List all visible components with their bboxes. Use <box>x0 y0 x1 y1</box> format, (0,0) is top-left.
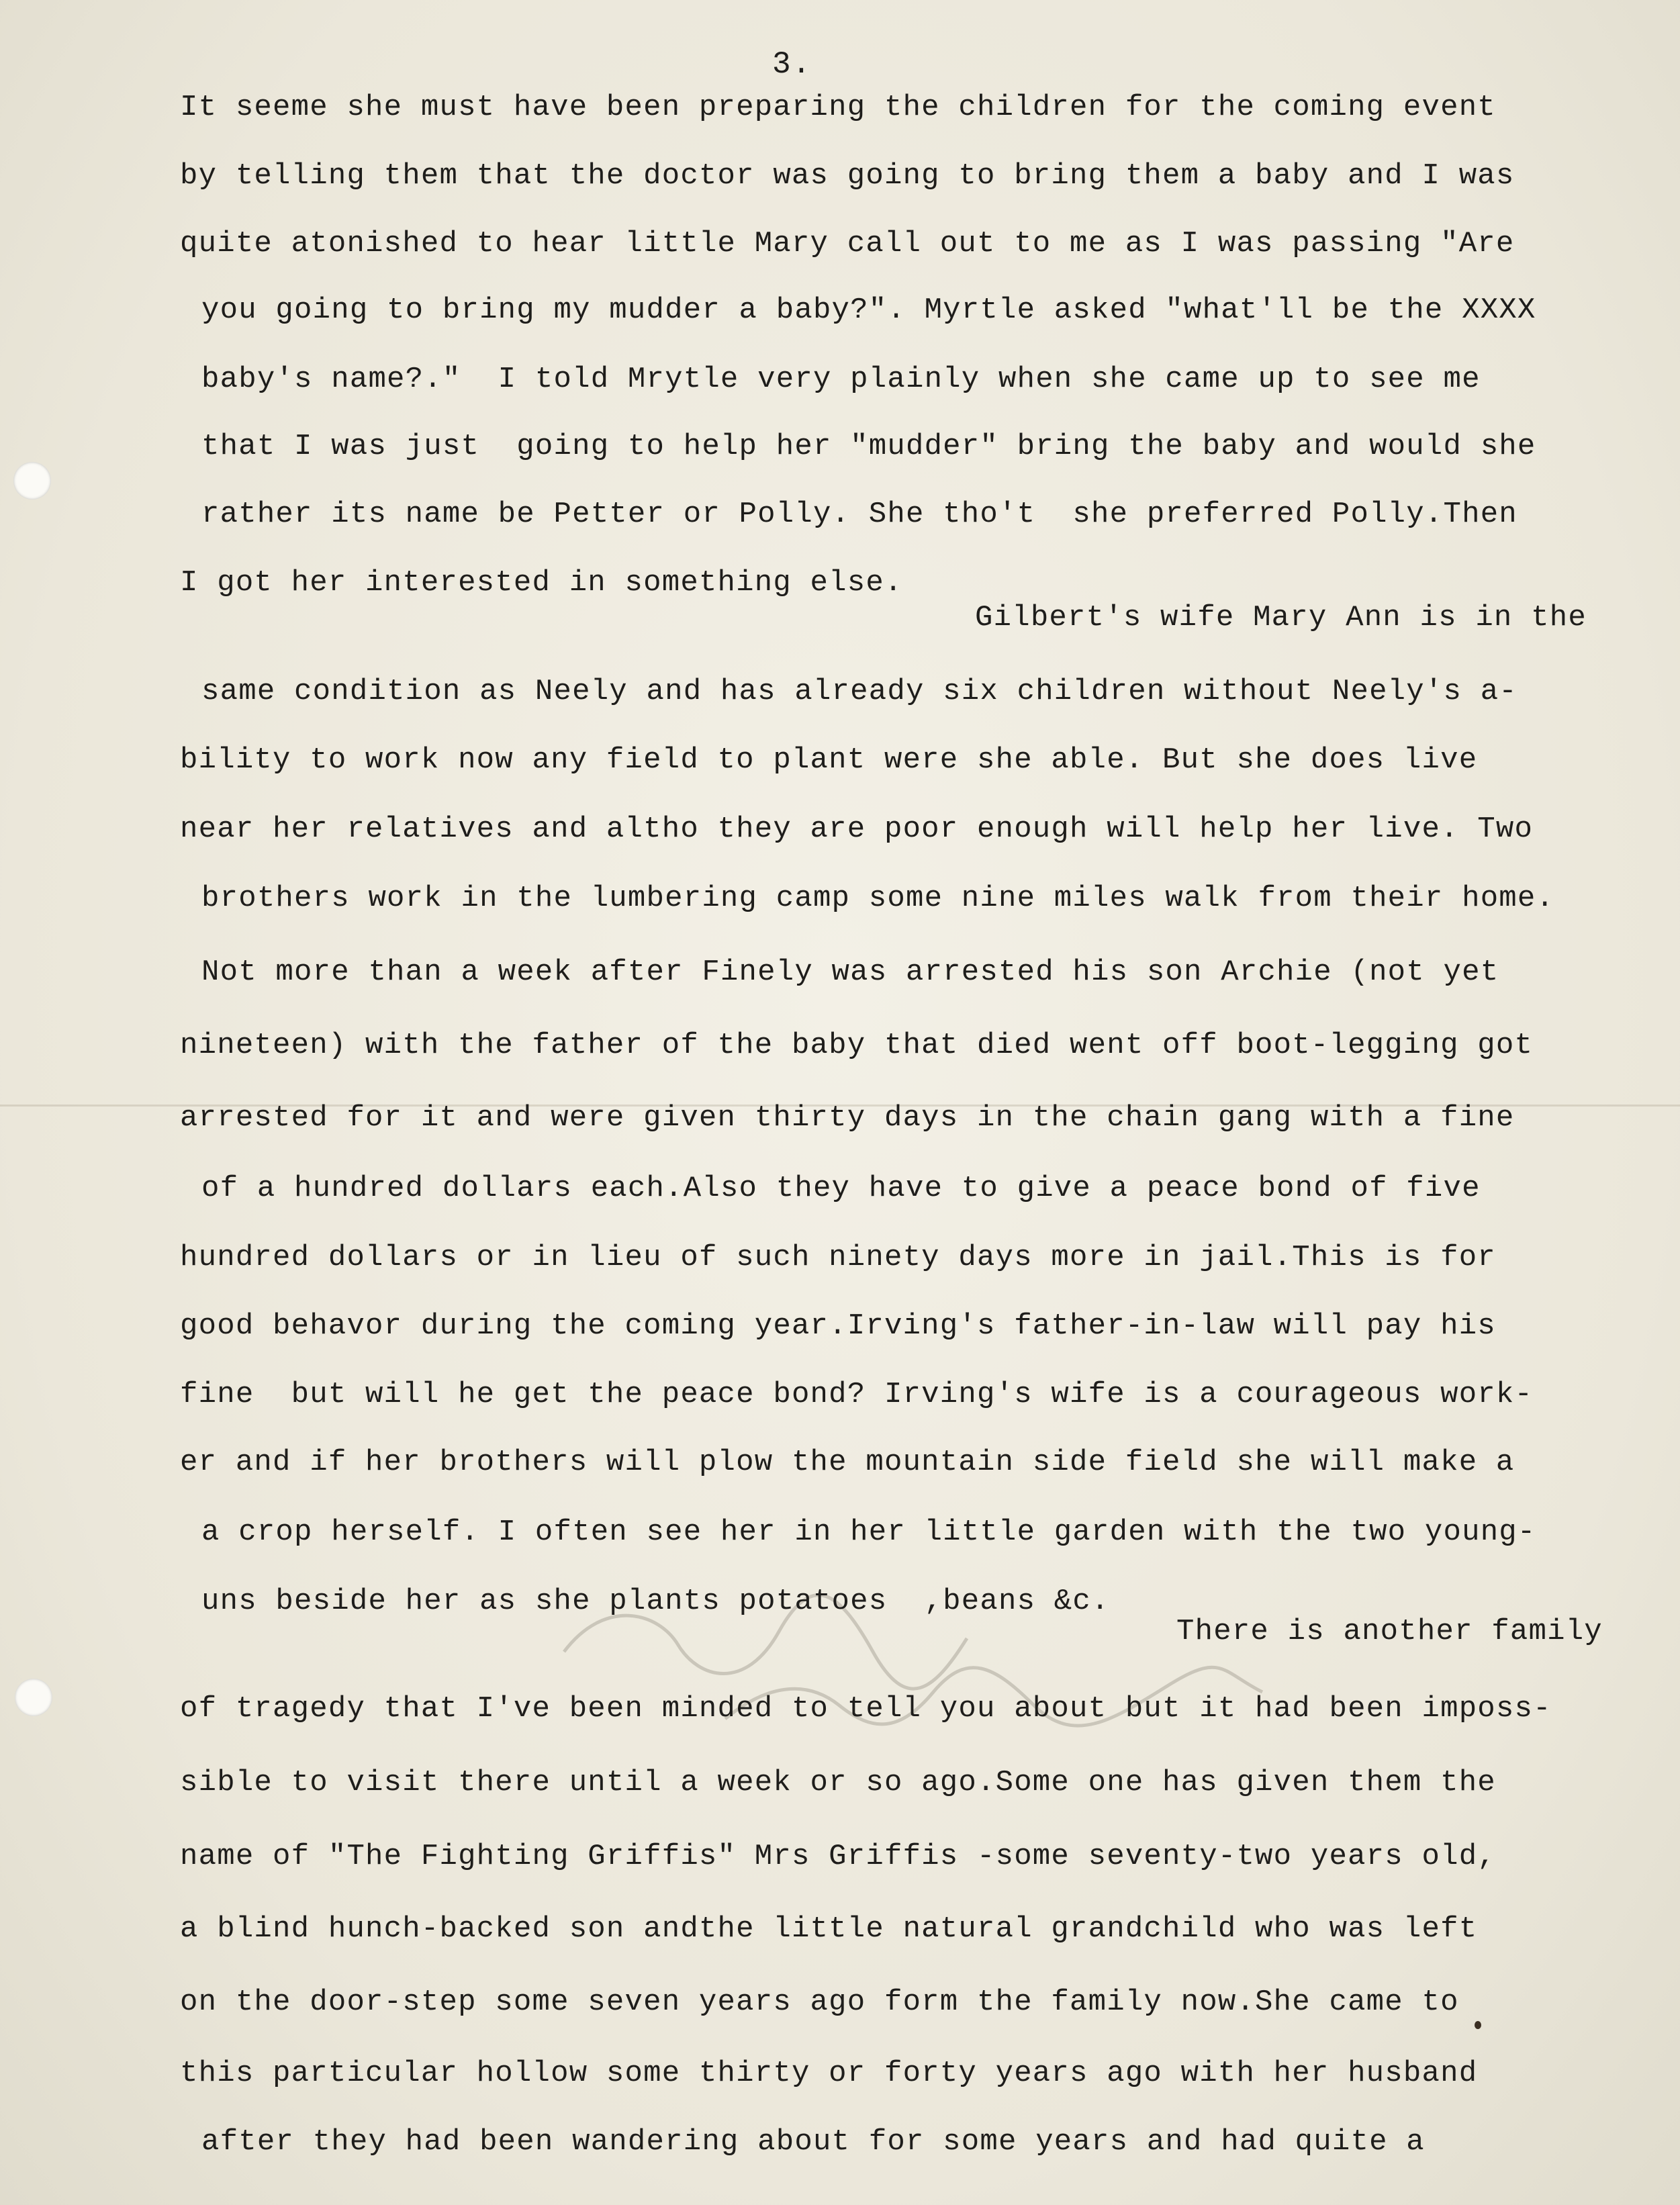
text-line-6: that I was just going to help her "mudder" bring the baby and would she <box>201 430 1536 463</box>
text-line-16: arrested for it and were given thirty days in the chain gang with a fine <box>180 1101 1515 1135</box>
text-line-15: nineteen) with the father of the baby that died went off boot-legging got <box>180 1029 1534 1062</box>
text-line-30: this particular hollow some thirty or forty years ago with her husband <box>180 2057 1478 2090</box>
punch-hole-top <box>13 462 51 500</box>
text-line-12: near her relatives and altho they are poor enough will help her live. Two <box>180 812 1534 846</box>
text-line-28: a blind hunch-backed son andthe little natural grandchild who was left <box>180 1912 1478 1946</box>
text-line-25: of tragedy that I've been minded to tell you about but it had been imposs- <box>180 1692 1552 1726</box>
text-line-26: sible to visit there until a week or so ago.Some one has given them the <box>180 1766 1496 1799</box>
text-line-5: baby's name?." I told Mrytle very plainly when she came up to see me <box>201 363 1481 396</box>
text-line-18: hundred dollars or in lieu of such ninety days more in jail.This is for <box>180 1241 1496 1274</box>
punch-hole-bottom <box>15 1679 52 1716</box>
text-line-31: after they had been wandering about for some years and had quite a <box>201 2125 1425 2159</box>
text-line-14: Not more than a week after Finely was arrested his son Archie (not yet <box>201 955 1499 989</box>
text-line-9: Gilbert's wife Mary Ann is in the <box>975 601 1587 635</box>
text-line-4: you going to bring my mudder a baby?". Myrtle asked "what'll be the XXXX <box>201 293 1536 327</box>
text-line-17: of a hundred dollars each.Also they have to give a peace bond of five <box>201 1172 1481 1205</box>
text-line-19: good behavor during the coming year.Irving's father-in-law will pay his <box>180 1309 1496 1343</box>
text-line-21: er and if her brothers will plow the mountain side field she will make a <box>180 1446 1515 1479</box>
text-line-2: by telling them that the doctor was going to bring them a baby and I was <box>180 159 1515 193</box>
text-line-22: a crop herself. I often see her in her little garden with the two young- <box>201 1515 1536 1549</box>
text-line-23: uns beside her as she plants potatoes ,beans &c. <box>201 1585 1110 1618</box>
text-line-11: bility to work now any field to plant were she able. But she does live <box>180 743 1478 777</box>
text-line-29: on the door-step some seven years ago form the family now.She came to <box>180 1985 1459 2019</box>
text-line-3: quite atonished to hear little Mary call out to me as I was passing "Are <box>180 227 1515 261</box>
text-line-1: It seeme she must have been preparing the children for the coming event <box>180 91 1496 124</box>
page-number: 3. <box>772 47 812 82</box>
text-line-10: same condition as Neely and has already six children without Neely's a- <box>201 675 1518 708</box>
ink-speck <box>1475 2021 1481 2029</box>
text-line-8: I got her interested in something else. <box>180 566 903 600</box>
text-line-13: brothers work in the lumbering camp some nine miles walk from their home. <box>201 882 1555 915</box>
text-line-27: name of "The Fighting Griffis" Mrs Griffis -some seventy-two years old, <box>180 1840 1496 1873</box>
text-line-24: There is another family <box>1176 1615 1603 1648</box>
text-line-7: rather its name be Petter or Polly. She tho't she preferred Polly.Then <box>201 498 1518 531</box>
text-line-20: fine but will he get the peace bond? Irving's wife is a courageous work- <box>180 1378 1534 1411</box>
